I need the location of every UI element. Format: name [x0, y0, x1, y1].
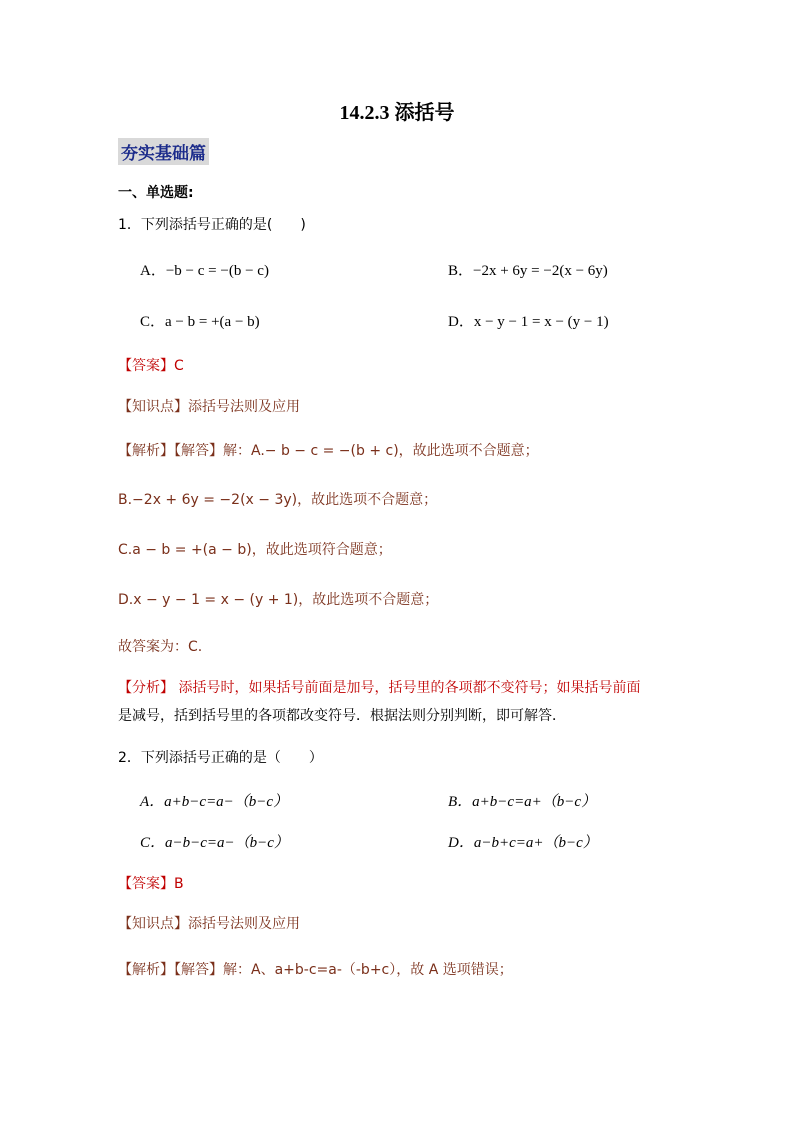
q1-option-b: B．−2x + 6y = −2(x − 6y): [448, 263, 608, 279]
q2-stem: 2．下列添括号正确的是（ ）: [118, 750, 323, 766]
q1-option-a: A．−b − c = −(b − c): [140, 263, 269, 279]
q2-analysis: 【解析】【解答】解：A、a+b-c=a-（-b+c），故 A 选项错误；: [118, 962, 513, 978]
part-heading: 一、单选题:: [118, 185, 194, 201]
q1-stem: 1．下列添括号正确的是( ): [118, 217, 306, 233]
q1-final-answer: 故答案为：C.: [118, 639, 203, 655]
q1-remark-line2: 是减号，括到括号里的各项都改变符号．根据法则分别判断，即可解答．: [118, 708, 566, 724]
page-title: 14.2.3 添括号: [339, 102, 455, 124]
section-heading: 夯实基础篇: [118, 138, 209, 165]
q1-analysis-line: C.a − b = +(a − b)，故此选项符合题意；: [118, 542, 392, 558]
q1-analysis-line: B.−2x + 6y = −2(x − 3y)，故此选项不合题意；: [118, 492, 438, 508]
q2-knowledge-point: 【知识点】添括号法则及应用: [118, 916, 300, 932]
q1-analysis-line: D.x − y − 1 = x − (y + 1)，故此选项不合题意；: [118, 592, 439, 608]
q1-knowledge-point: 【知识点】添括号法则及应用: [118, 399, 300, 415]
q1-remark-line1: [118, 677, 640, 697]
q2-answer: 【答案】B: [118, 876, 184, 892]
q2-option-d: D．a−b+c=a+（b−c）: [448, 835, 598, 851]
q2-option-c: C．a−b−c=a−（b−c）: [140, 835, 289, 851]
q1-option-d: D．x − y − 1 = x − (y − 1): [448, 314, 609, 330]
q1-remark-text: 【分析】 添括号时，如果括号前面是加号，括号里的各项都不变符号；如果括号前面: [118, 680, 641, 696]
q1-answer: 【答案】C: [118, 358, 184, 374]
q1-analysis-line: 【解析】【解答】解：A.− b − c = −(b + c)，故此选项不合题意；: [118, 443, 539, 459]
q2-option-a: A．a+b−c=a−（b−c）: [140, 794, 289, 810]
q2-option-b: B．a+b−c=a+（b−c）: [448, 794, 597, 810]
q1-option-c: C．a − b = +(a − b): [140, 314, 260, 330]
